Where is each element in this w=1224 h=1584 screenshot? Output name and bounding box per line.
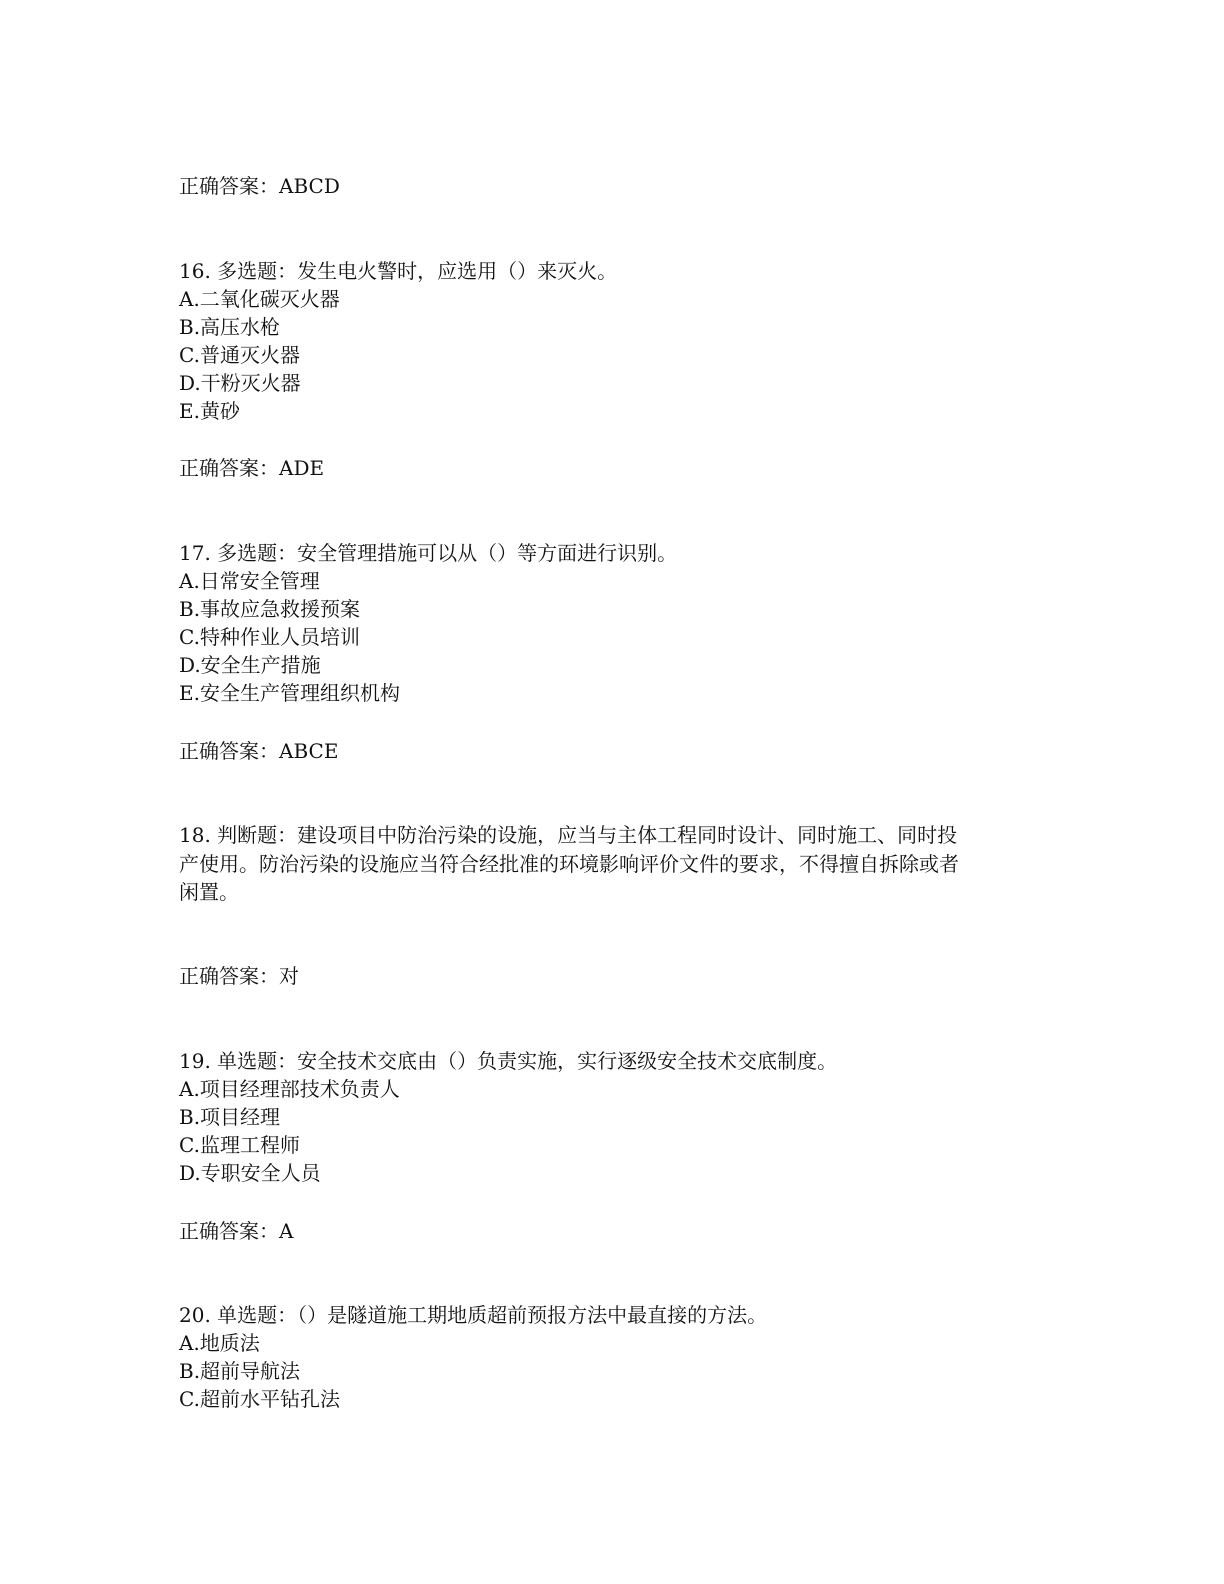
question-16-stem: 16. 多选题：发生电火警时，应选用（）来灭火。 xyxy=(179,259,618,283)
question-20-option-b: B.超前导航法 xyxy=(179,1359,301,1383)
question-16-option-d: D.干粉灭火器 xyxy=(179,371,301,395)
question-20-stem: 20. 单选题：（）是隧道施工期地质超前预报方法中最直接的方法。 xyxy=(179,1303,768,1327)
question-16-answer: 正确答案：ADE xyxy=(179,456,325,480)
question-17-option-d: D.安全生产措施 xyxy=(179,653,321,677)
question-19-option-d: D.专职安全人员 xyxy=(179,1161,321,1185)
question-16-option-a: A.二氧化碳灭火器 xyxy=(179,287,340,311)
question-16-option-e: E.黄砂 xyxy=(179,399,240,423)
question-16-option-b: B.高压水枪 xyxy=(179,315,281,339)
question-17-option-e: E.安全生产管理组织机构 xyxy=(179,681,400,705)
question-19-option-c: C.监理工程师 xyxy=(179,1133,300,1157)
question-19-option-a: A.项目经理部技术负责人 xyxy=(179,1077,400,1101)
question-17-option-a: A.日常安全管理 xyxy=(179,569,320,593)
question-17-option-b: B.事故应急救援预案 xyxy=(179,597,361,621)
question-18-stem-line-3: 闲置。 xyxy=(179,880,239,904)
question-20-option-a: A.地质法 xyxy=(179,1331,260,1355)
question-18-stem-line-2: 产使用。防治污染的设施应当符合经批准的环境影响评价文件的要求，不得擅自拆除或者 xyxy=(179,852,959,876)
answer-prev: 正确答案：ABCD xyxy=(179,174,340,198)
question-19-stem: 19. 单选题：安全技术交底由（）负责实施，实行逐级安全技术交底制度。 xyxy=(179,1049,838,1073)
question-18-answer: 正确答案：对 xyxy=(179,964,299,988)
question-17-stem: 17. 多选题：安全管理措施可以从（）等方面进行识别。 xyxy=(179,541,678,565)
question-17-option-c: C.特种作业人员培训 xyxy=(179,625,360,649)
question-19-option-b: B.项目经理 xyxy=(179,1105,281,1129)
question-16-option-c: C.普通灭火器 xyxy=(179,343,300,367)
question-20-option-c: C.超前水平钻孔法 xyxy=(179,1387,340,1411)
question-18-stem-line-1: 18. 判断题：建设项目中防治污染的设施，应当与主体工程同时设计、同时施工、同时投 xyxy=(179,823,958,847)
question-17-answer: 正确答案：ABCE xyxy=(179,739,339,763)
question-19-answer: 正确答案：A xyxy=(179,1219,294,1243)
